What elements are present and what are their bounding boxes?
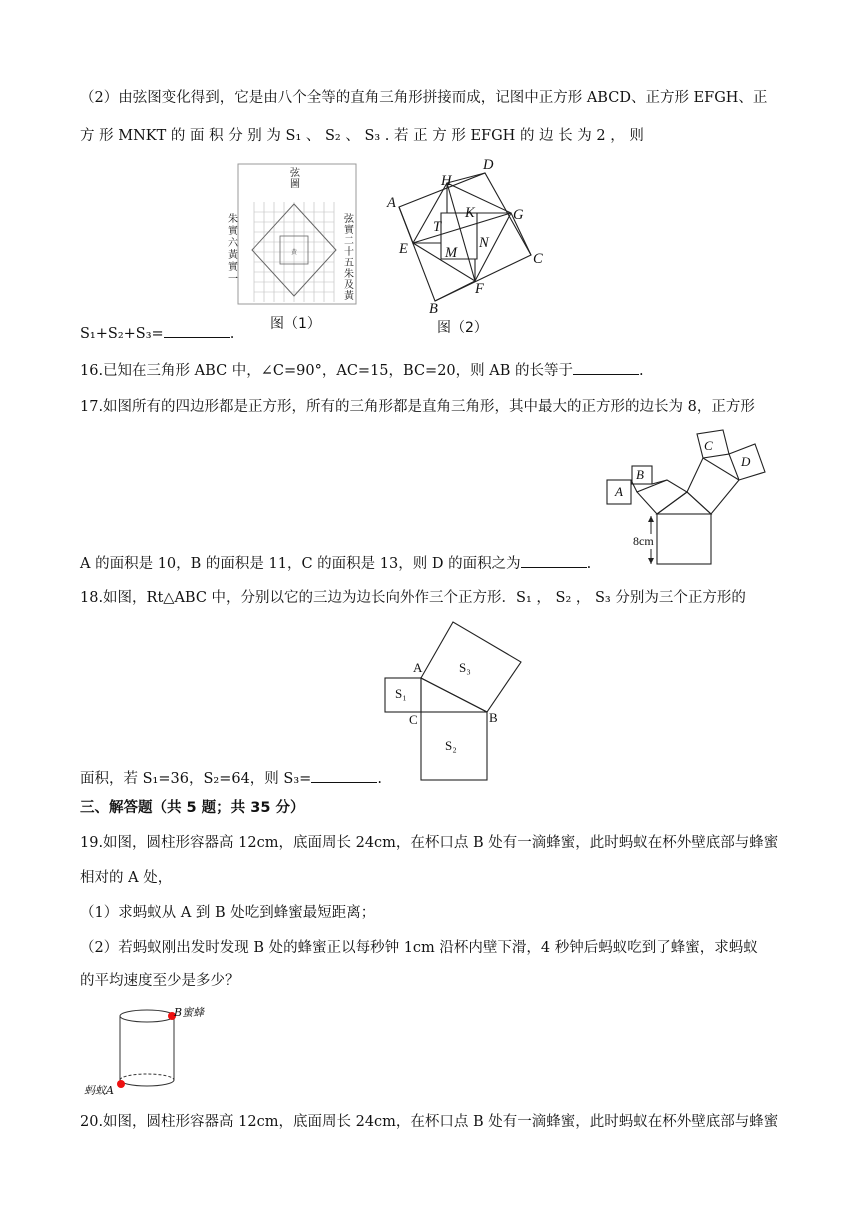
answer-blank [573, 360, 639, 375]
q18-line2-text: 面积，若 S₁=36，S₂=64，则 S₃= [80, 771, 312, 787]
fig1-caption: 图（1） [270, 316, 321, 332]
fig2-label-d: D [483, 157, 494, 173]
fig2-label-m: M [445, 245, 458, 261]
fig2-label-b: B [429, 301, 438, 317]
fig2-label-n: N [479, 235, 489, 251]
q19-part2-line1: （2）若蚂蚁刚出发时发现 B 处的蜂蜜正以每秒钟 1cm 沿杯内壁下滑，4 秒钟后蚂蚁吃到了蜂蜜，求蚂蚁 [80, 940, 758, 956]
q17-label-c: C [704, 438, 713, 453]
answer-blank [521, 553, 587, 568]
q18-label-s3: S₃ [459, 660, 471, 675]
svg-text:黄: 黄 [290, 249, 298, 256]
q19-line1: 19.如图，圆柱形容器高 12cm，底面周长 24cm，在杯口点 B 处有一滴蜂蜜，此时蚂蚁在杯外壁底部与蜂蜜 [80, 835, 779, 851]
square-diagram-figure-2 [385, 155, 545, 335]
q17-line1: 17.如图所有的四边形都是正方形，所有的三角形都是直角三角形，其中最大的正方形的边长为 8，正方形 [80, 399, 755, 415]
q17-line2-suffix: . [586, 556, 592, 572]
q20-line1: 20.如图，圆柱形容器高 12cm，底面周长 24cm，在杯口点 B 处有一滴蜂蜜，此时蚂蚁在杯外壁底部与蜂蜜 [80, 1114, 779, 1130]
q18-label-c: C [409, 712, 418, 727]
fig2-label-h: H [441, 173, 452, 189]
fig2-label-a: A [387, 195, 396, 211]
q18-line2-suffix: . [377, 771, 382, 787]
q15-line3-suffix: . [229, 326, 235, 342]
q17-dimension-label: 8cm [633, 534, 654, 548]
fig2-caption: 图（2） [437, 320, 488, 336]
fig2-label-g: G [513, 207, 524, 223]
q16-line [80, 360, 644, 381]
fig2-label-t: T [433, 219, 442, 235]
q19-part2-line2: 的平均速度至少是多少？ [80, 973, 240, 989]
q15-line3 [80, 323, 234, 344]
q17-figure [605, 428, 785, 568]
q18-label-s2: S₂ [445, 738, 457, 753]
cylinder-figure [84, 1004, 224, 1096]
fig1-left-text: 朱實六黃實一 [228, 214, 238, 285]
q19-part1: （1）求蚂蚁从 A 到 B 处吃到蜂蜜最短距离； [80, 905, 376, 921]
q18-label-s1: S₁ [395, 686, 407, 701]
pythagoras-tree-diagram [605, 428, 785, 568]
q18-figure [383, 620, 533, 782]
q17-label-b: B [636, 467, 644, 482]
fig1-right-text: 弦實二十五朱及黃 [344, 214, 354, 302]
q15-line2: 方 形 MNKT 的 面 积 分 别 为 S₁ 、 S₂ 、 S₃ . 若 正 方 形 EFGH 的 边 长 为 2 ， 则 [80, 128, 644, 144]
q15-line1: （2）由弦图变化得到，它是由八个全等的直角三角形拼接而成，记图中正方形 ABCD、正方形 EFGH、正 [80, 90, 768, 106]
q18-line2 [80, 768, 382, 789]
q17-label-a: A [615, 484, 623, 499]
label-b-honey: B蜜蜂 [174, 1006, 205, 1019]
q17-label-d: D [741, 454, 751, 469]
q17-line2-text: A 的面积是 10，B 的面积是 11，C 的面积是 13，则 D 的面积之为 [80, 556, 521, 572]
q19-line2: 相对的 A 处， [80, 870, 173, 886]
point-a-ant [117, 1080, 125, 1088]
square-diagram [385, 155, 545, 335]
section-heading: 三、解答题（共 5 题；共 35 分） [80, 800, 305, 816]
answer-blank [311, 768, 377, 783]
label-a-ant: 蚂蚁A [84, 1084, 114, 1097]
fig2-label-k: K [465, 205, 475, 221]
chord-diagram-figure-1 [228, 162, 362, 332]
q18-label-b: B [489, 710, 498, 725]
answer-blank [164, 323, 230, 338]
fig1-title: 弦圖 [290, 168, 300, 190]
q18-label-a: A [413, 660, 423, 675]
q17-line2 [80, 553, 591, 574]
fig2-label-e: E [399, 241, 408, 257]
fig2-label-c: C [533, 251, 543, 267]
q16-suffix: . [639, 363, 644, 379]
fig2-label-f: F [475, 281, 484, 297]
q15-line3-prefix: S₁+S₂+S₃= [80, 326, 164, 342]
q18-line1: 18.如图，Rt△ABC 中，分别以它的三边为边长向外作三个正方形．S₁ ， S₂ ， S₃ 分别为三个正方形的 [80, 590, 746, 606]
q16-text: 16.已知在三角形 ABC 中，∠C=90°，AC=15，BC=20，则 AB 的长等于 [80, 363, 573, 379]
